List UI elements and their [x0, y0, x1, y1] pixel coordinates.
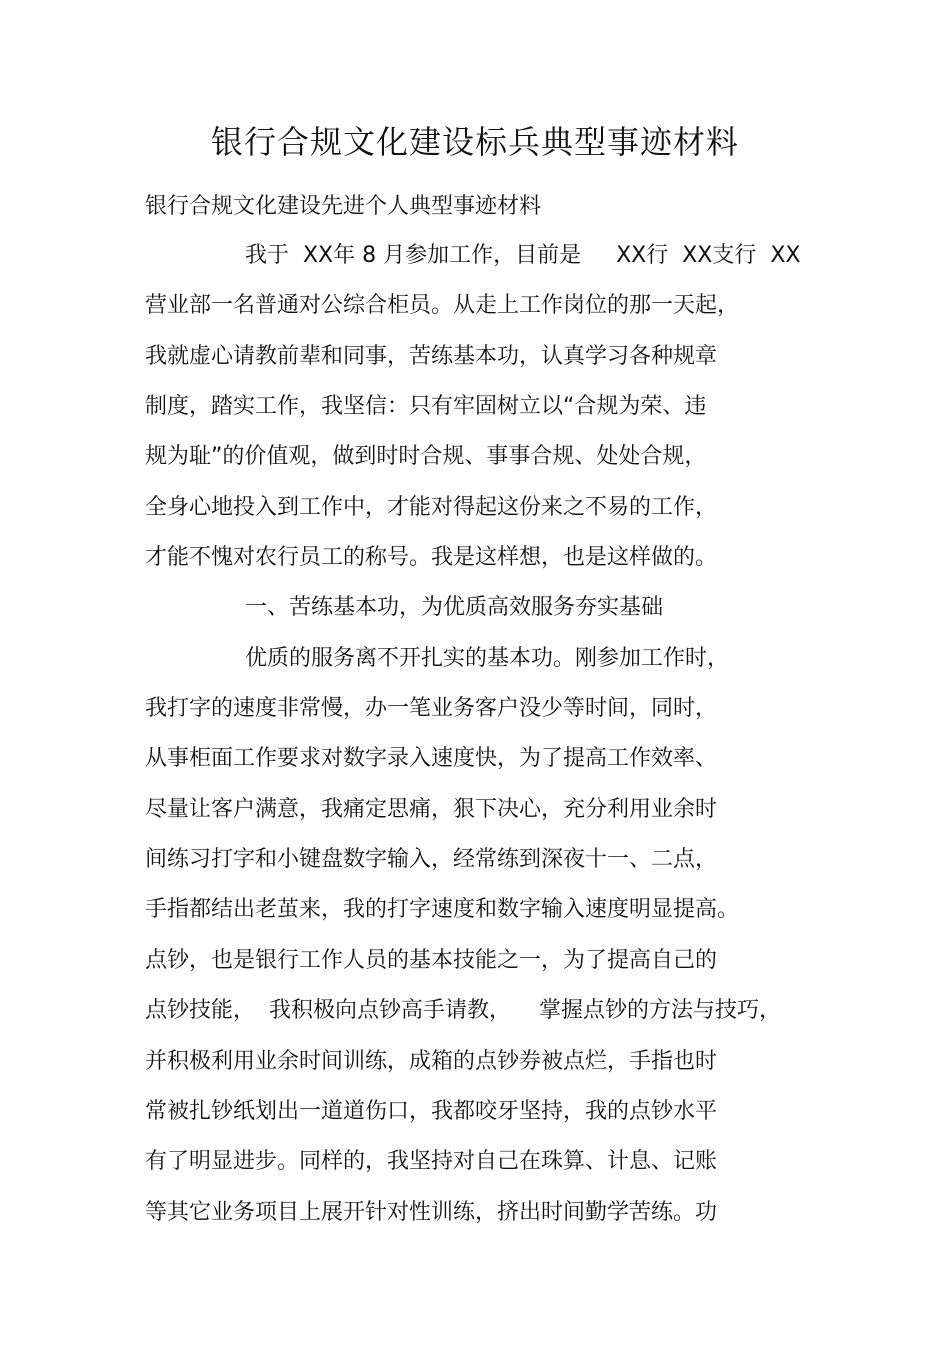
text-line: 制度，踏实工作，我坚信：只有牢固树立以“合规为荣、违 [145, 394, 707, 420]
text-line: 规为耻”的价值观，做到时时合规、事事合规、处处合规， [145, 444, 707, 470]
text-line: 从事柜面工作要求对数字录入速度快，为了提高工作效率、 [145, 746, 718, 772]
body-text [145, 241, 845, 1248]
text-line: 手指都结出老茧来，我的打字速度和数字输入速度明显提高。 [145, 897, 740, 923]
section-heading: 一、苦练基本功，为优质高效服务夯实基础 [245, 595, 664, 621]
text-line: 我于 XX年 8 月参加工作，目前是 XX行 XX支行 XX [245, 243, 801, 268]
text-line: 点钞，也是银行工作人员的基本技能之一，为了提高自己的 [145, 947, 718, 973]
text-line: 等其它业务项目上展开针对性训练，挤出时间勤学苦练。功 [145, 1199, 718, 1225]
text-line: 常被扎钞纸划出一道道伤口，我都咬牙坚持，我的点钞水平 [145, 1098, 718, 1124]
text-line: 尽量让客户满意，我痛定思痛，狠下决心，充分利用业余时 [145, 796, 718, 822]
text-line: 营业部一名普通对公综合柜员。从走上工作岗位的那一天起， [145, 293, 740, 319]
text-line: 全身心地投入到工作中，才能对得起这份来之不易的工作， [145, 494, 718, 520]
text-line: 优质的服务离不开扎实的基本功。刚参加工作时， [245, 645, 730, 671]
text-line: 有了明显进步。同样的，我坚持对自己在珠算、计息、记账 [145, 1149, 718, 1175]
text-line: 间练习打字和小键盘数字输入，经常练到深夜十一、二点， [145, 847, 718, 873]
text-line: 才能不愧对农行员工的称号。我是这样想，也是这样做的。 [145, 545, 718, 571]
text-line: 我打字的速度非常慢，办一笔业务客户没少等时间，同时， [145, 696, 718, 722]
text-line: 并积极利用业余时间训练，成箱的点钞券被点烂，手指也时 [145, 1048, 718, 1074]
text-line: 点钞技能， 我积极向点钞高手请教， 掌握点钞的方法与技巧， [145, 998, 781, 1024]
text-line: 我就虚心请教前辈和同事，苦练基本功，认真学习各种规章 [145, 343, 718, 369]
document-subtitle: 银行合规文化建设先进个人典型事迹材料 [145, 194, 542, 219]
document-title: 银行合规文化建设标兵典型事迹材料 [210, 123, 739, 161]
